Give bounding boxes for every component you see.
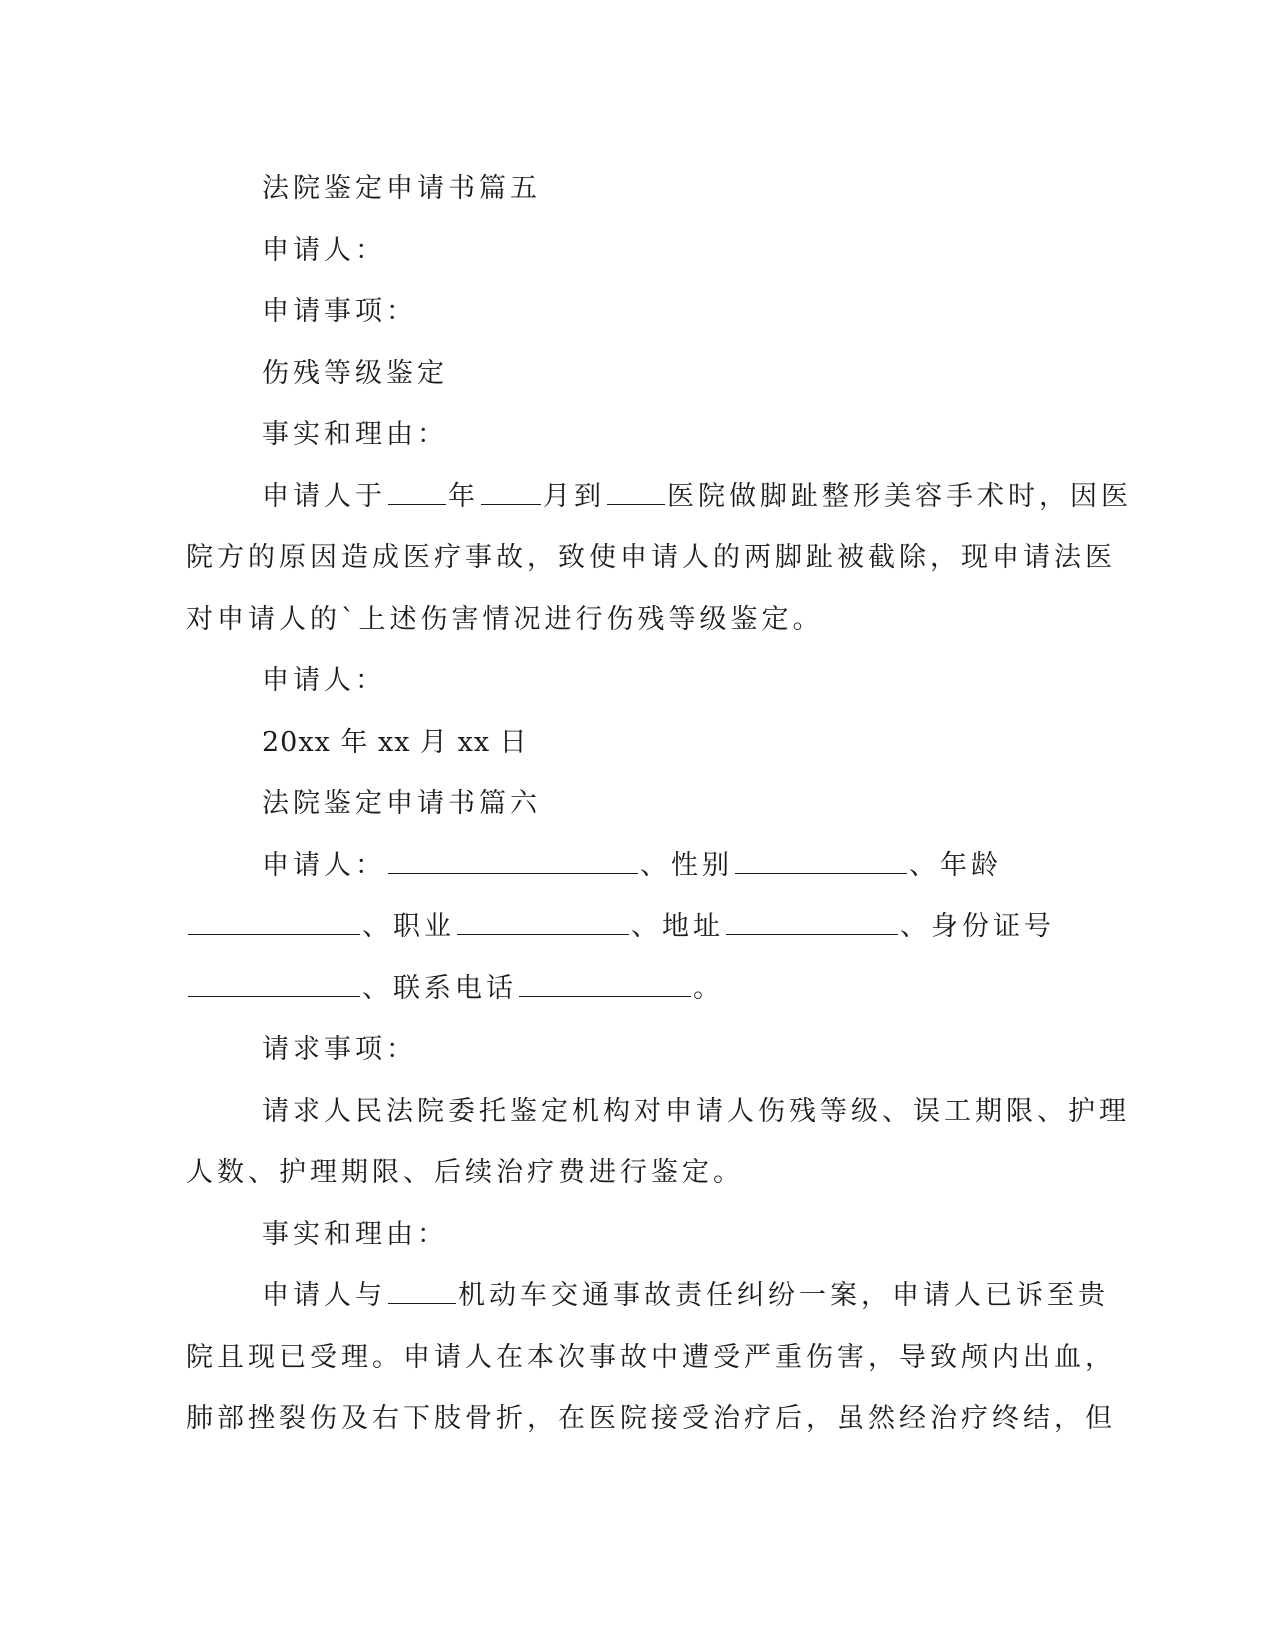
job-label: 、职业	[362, 911, 455, 942]
year-blank	[388, 482, 446, 505]
facts-paragraph-line	[186, 1265, 1109, 1327]
request-label: 请求事项：	[262, 1034, 417, 1065]
id-label: 、身份证号	[900, 911, 1055, 942]
gender-blank	[735, 851, 907, 874]
party-blank	[388, 1281, 456, 1304]
gender-label: 、性别	[640, 849, 733, 881]
phone-blank	[519, 974, 691, 997]
hospital-blank	[607, 482, 665, 505]
date-line	[186, 712, 1066, 774]
age-blank	[188, 912, 360, 935]
applicant-label: 申请人：	[262, 234, 386, 266]
request-text: 人数、护理期限、后续治疗费进行鉴定。	[186, 1157, 744, 1188]
month-blank	[481, 482, 541, 505]
applicant-label: 申请人：	[262, 849, 386, 881]
section-title	[186, 773, 1066, 835]
facts-text: 医院做脚趾整形美容手术时，因医	[667, 480, 1132, 512]
facts-text: 月到	[543, 480, 605, 512]
id-blank	[188, 974, 360, 997]
period: 。	[693, 972, 724, 1004]
facts-text: 申请人与	[262, 1280, 386, 1311]
address-blank	[726, 912, 898, 935]
section-title-text: 法院鉴定申请书篇六	[262, 788, 541, 819]
facts-text: 机动车交通事故责任纠纷一案，申请人已诉至贵	[458, 1280, 1109, 1311]
facts-text: 院且现已受理。申请人在本次事故中遭受严重伤害，导致颅内出血，	[186, 1341, 1116, 1373]
signature-label: 申请人：	[262, 665, 386, 696]
name-blank	[388, 851, 638, 874]
facts-label: 事实和理由：	[262, 1218, 448, 1250]
job-blank	[457, 912, 629, 935]
address-label: 、地址	[631, 911, 724, 942]
matters-value: 伤残等级鉴定	[262, 357, 448, 389]
phone-label: 、联系电话	[362, 972, 517, 1004]
signature-line	[186, 650, 1066, 712]
facts-paragraph-line	[186, 1388, 1116, 1450]
date-text: 20xx 年 xx 月 xx 日	[262, 726, 528, 758]
facts-text: 肺部挫裂伤及右下肢骨折，在医院接受治疗后，虽然经治疗终结，但	[186, 1403, 1116, 1434]
section-title-text: 法院鉴定申请书篇五	[262, 173, 541, 204]
facts-text: 对申请人的`上述伤害情况进行伤残等级鉴定。	[186, 603, 824, 635]
facts-label-line	[186, 404, 1066, 466]
request-paragraph-line	[186, 1081, 1130, 1143]
facts-paragraph-line	[186, 527, 1116, 589]
facts-label-line	[186, 1204, 1066, 1266]
request-label-line	[186, 1019, 1066, 1081]
facts-paragraph-line	[186, 466, 1132, 528]
facts-paragraph-line	[186, 1327, 1116, 1389]
document-body	[186, 158, 1132, 1450]
request-text: 请求人民法院委托鉴定机构对申请人伤残等级、误工期限、护理	[262, 1095, 1130, 1127]
facts-paragraph-line	[186, 589, 1066, 651]
applicant-line	[186, 220, 1066, 282]
age-label: 、年龄	[909, 849, 1002, 881]
section-title	[186, 158, 1066, 220]
facts-text: 年	[448, 480, 479, 512]
matters-label-line	[186, 281, 1066, 343]
applicant-info-line	[186, 958, 1066, 1020]
request-paragraph-line	[186, 1142, 1066, 1204]
applicant-info-line	[186, 896, 1066, 958]
applicant-info-line	[186, 835, 1066, 897]
facts-text: 申请人于	[262, 480, 386, 512]
facts-text: 院方的原因造成医疗事故，致使申请人的两脚趾被截除，现申请法医	[186, 542, 1116, 573]
matters-value-line	[186, 343, 1066, 405]
facts-label: 事实和理由：	[262, 419, 448, 450]
matters-label: 申请事项：	[262, 296, 417, 327]
